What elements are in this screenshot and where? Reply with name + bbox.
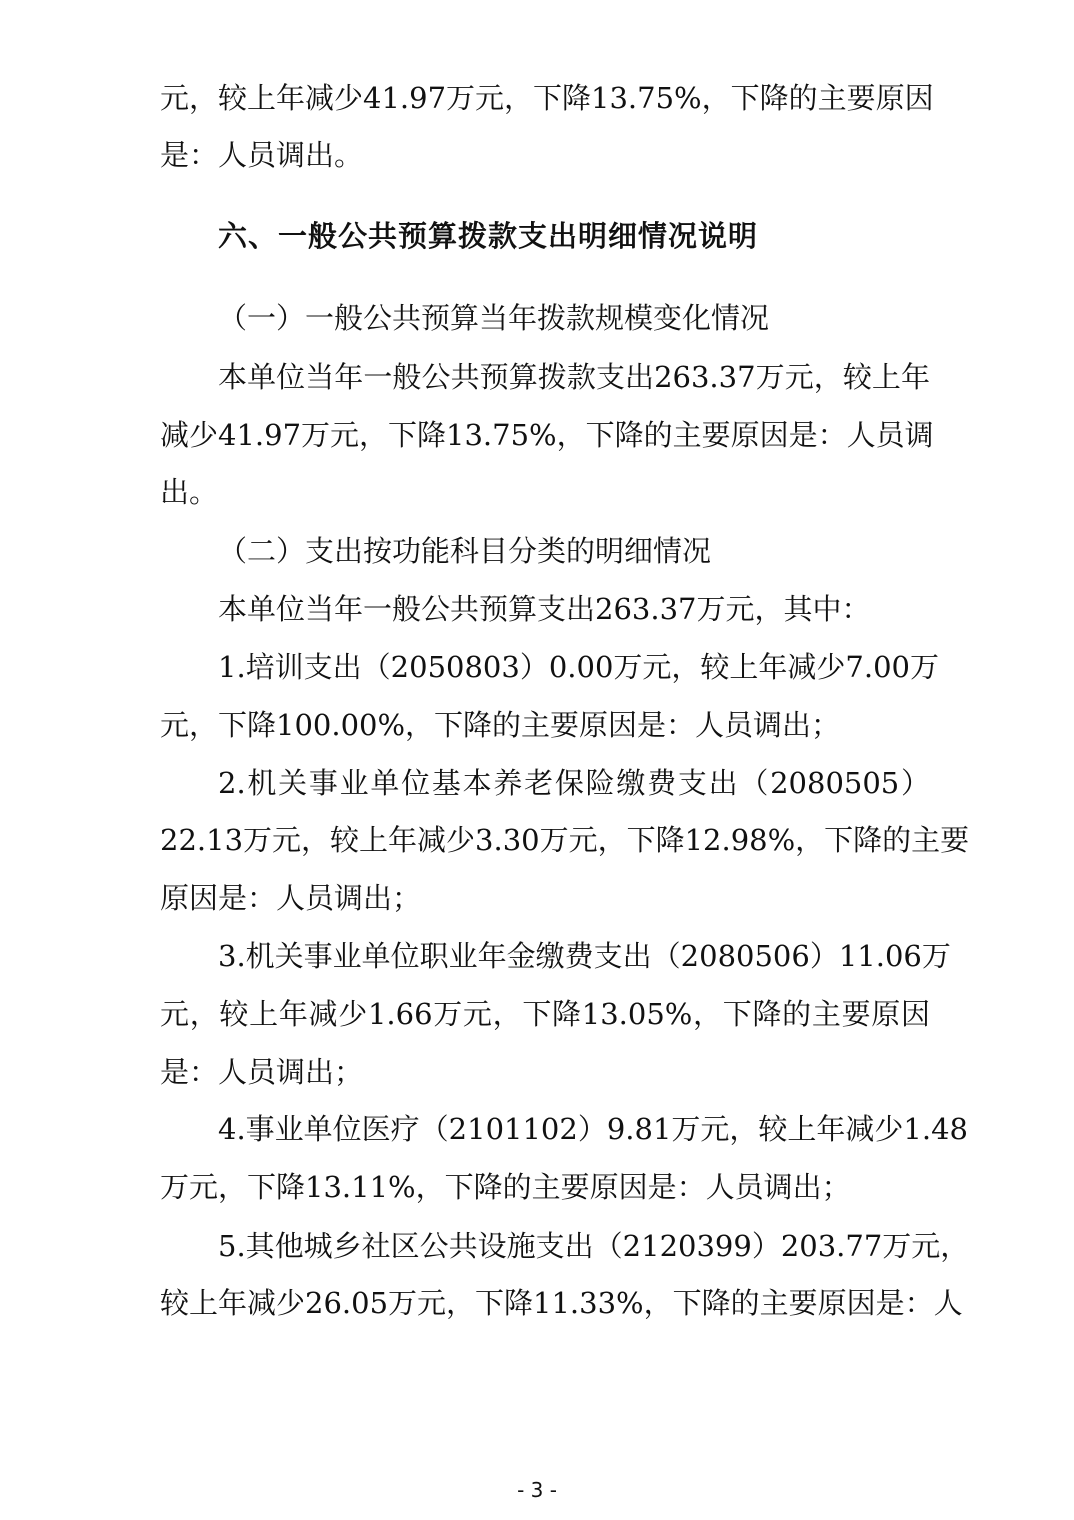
item-3-line-2: 元，较上年减少1.66万元，下降13.05%，下降的主要原因 bbox=[160, 997, 930, 1031]
item-3-line-1: 3.机关事业单位职业年金缴费支出（2080506）11.06万 bbox=[218, 939, 951, 973]
item-4-line-1: 4.事业单位医疗（2101102）9.81万元，较上年减少1.48 bbox=[218, 1112, 968, 1146]
item-2-line-2: 22.13万元，较上年减少3.30万元，下降12.98%，下降的主要 bbox=[160, 823, 970, 857]
item-5-line-2: 较上年减少26.05万元，下降11.33%，下降的主要原因是：人 bbox=[160, 1286, 963, 1320]
item-1-line-2: 元，下降100.00%，下降的主要原因是：人员调出； bbox=[160, 708, 841, 742]
intro-line-1: 元，较上年减少41.97万元，下降13.75%，下降的主要原因 bbox=[160, 81, 934, 115]
intro-line-2: 是：人员调出。 bbox=[160, 138, 364, 172]
subsection-1-line-3: 出。 bbox=[160, 475, 219, 509]
subsection-2-intro: 本单位当年一般公共预算支出263.37万元，其中： bbox=[218, 592, 871, 626]
section-heading: 六、一般公共预算拨款支出明细情况说明 bbox=[218, 219, 759, 253]
item-2-line-1: 2.机关事业单位基本养老保险缴费支出（2080505） bbox=[218, 766, 930, 800]
item-2-line-3: 原因是：人员调出； bbox=[160, 881, 422, 915]
subsection-1-line-1: 本单位当年一般公共预算拨款支出263.37万元，较上年 bbox=[218, 360, 930, 394]
page-number: - 3 - bbox=[517, 1478, 557, 1502]
item-3-line-3: 是：人员调出； bbox=[160, 1055, 364, 1089]
subsection-1-line-2: 减少41.97万元，下降13.75%，下降的主要原因是：人员调 bbox=[160, 418, 934, 452]
item-5-line-1: 5.其他城乡社区公共设施支出（2120399）203.77万元， bbox=[218, 1229, 970, 1263]
subsection-2-title: （二）支出按功能科目分类的明细情况 bbox=[218, 534, 712, 568]
item-1-line-1: 1.培训支出（2050803）0.00万元，较上年减少7.00万 bbox=[218, 650, 939, 684]
subsection-1-title: （一）一般公共预算当年拨款规模变化情况 bbox=[218, 301, 770, 335]
item-4-line-2: 万元，下降13.11%，下降的主要原因是：人员调出； bbox=[160, 1170, 851, 1204]
